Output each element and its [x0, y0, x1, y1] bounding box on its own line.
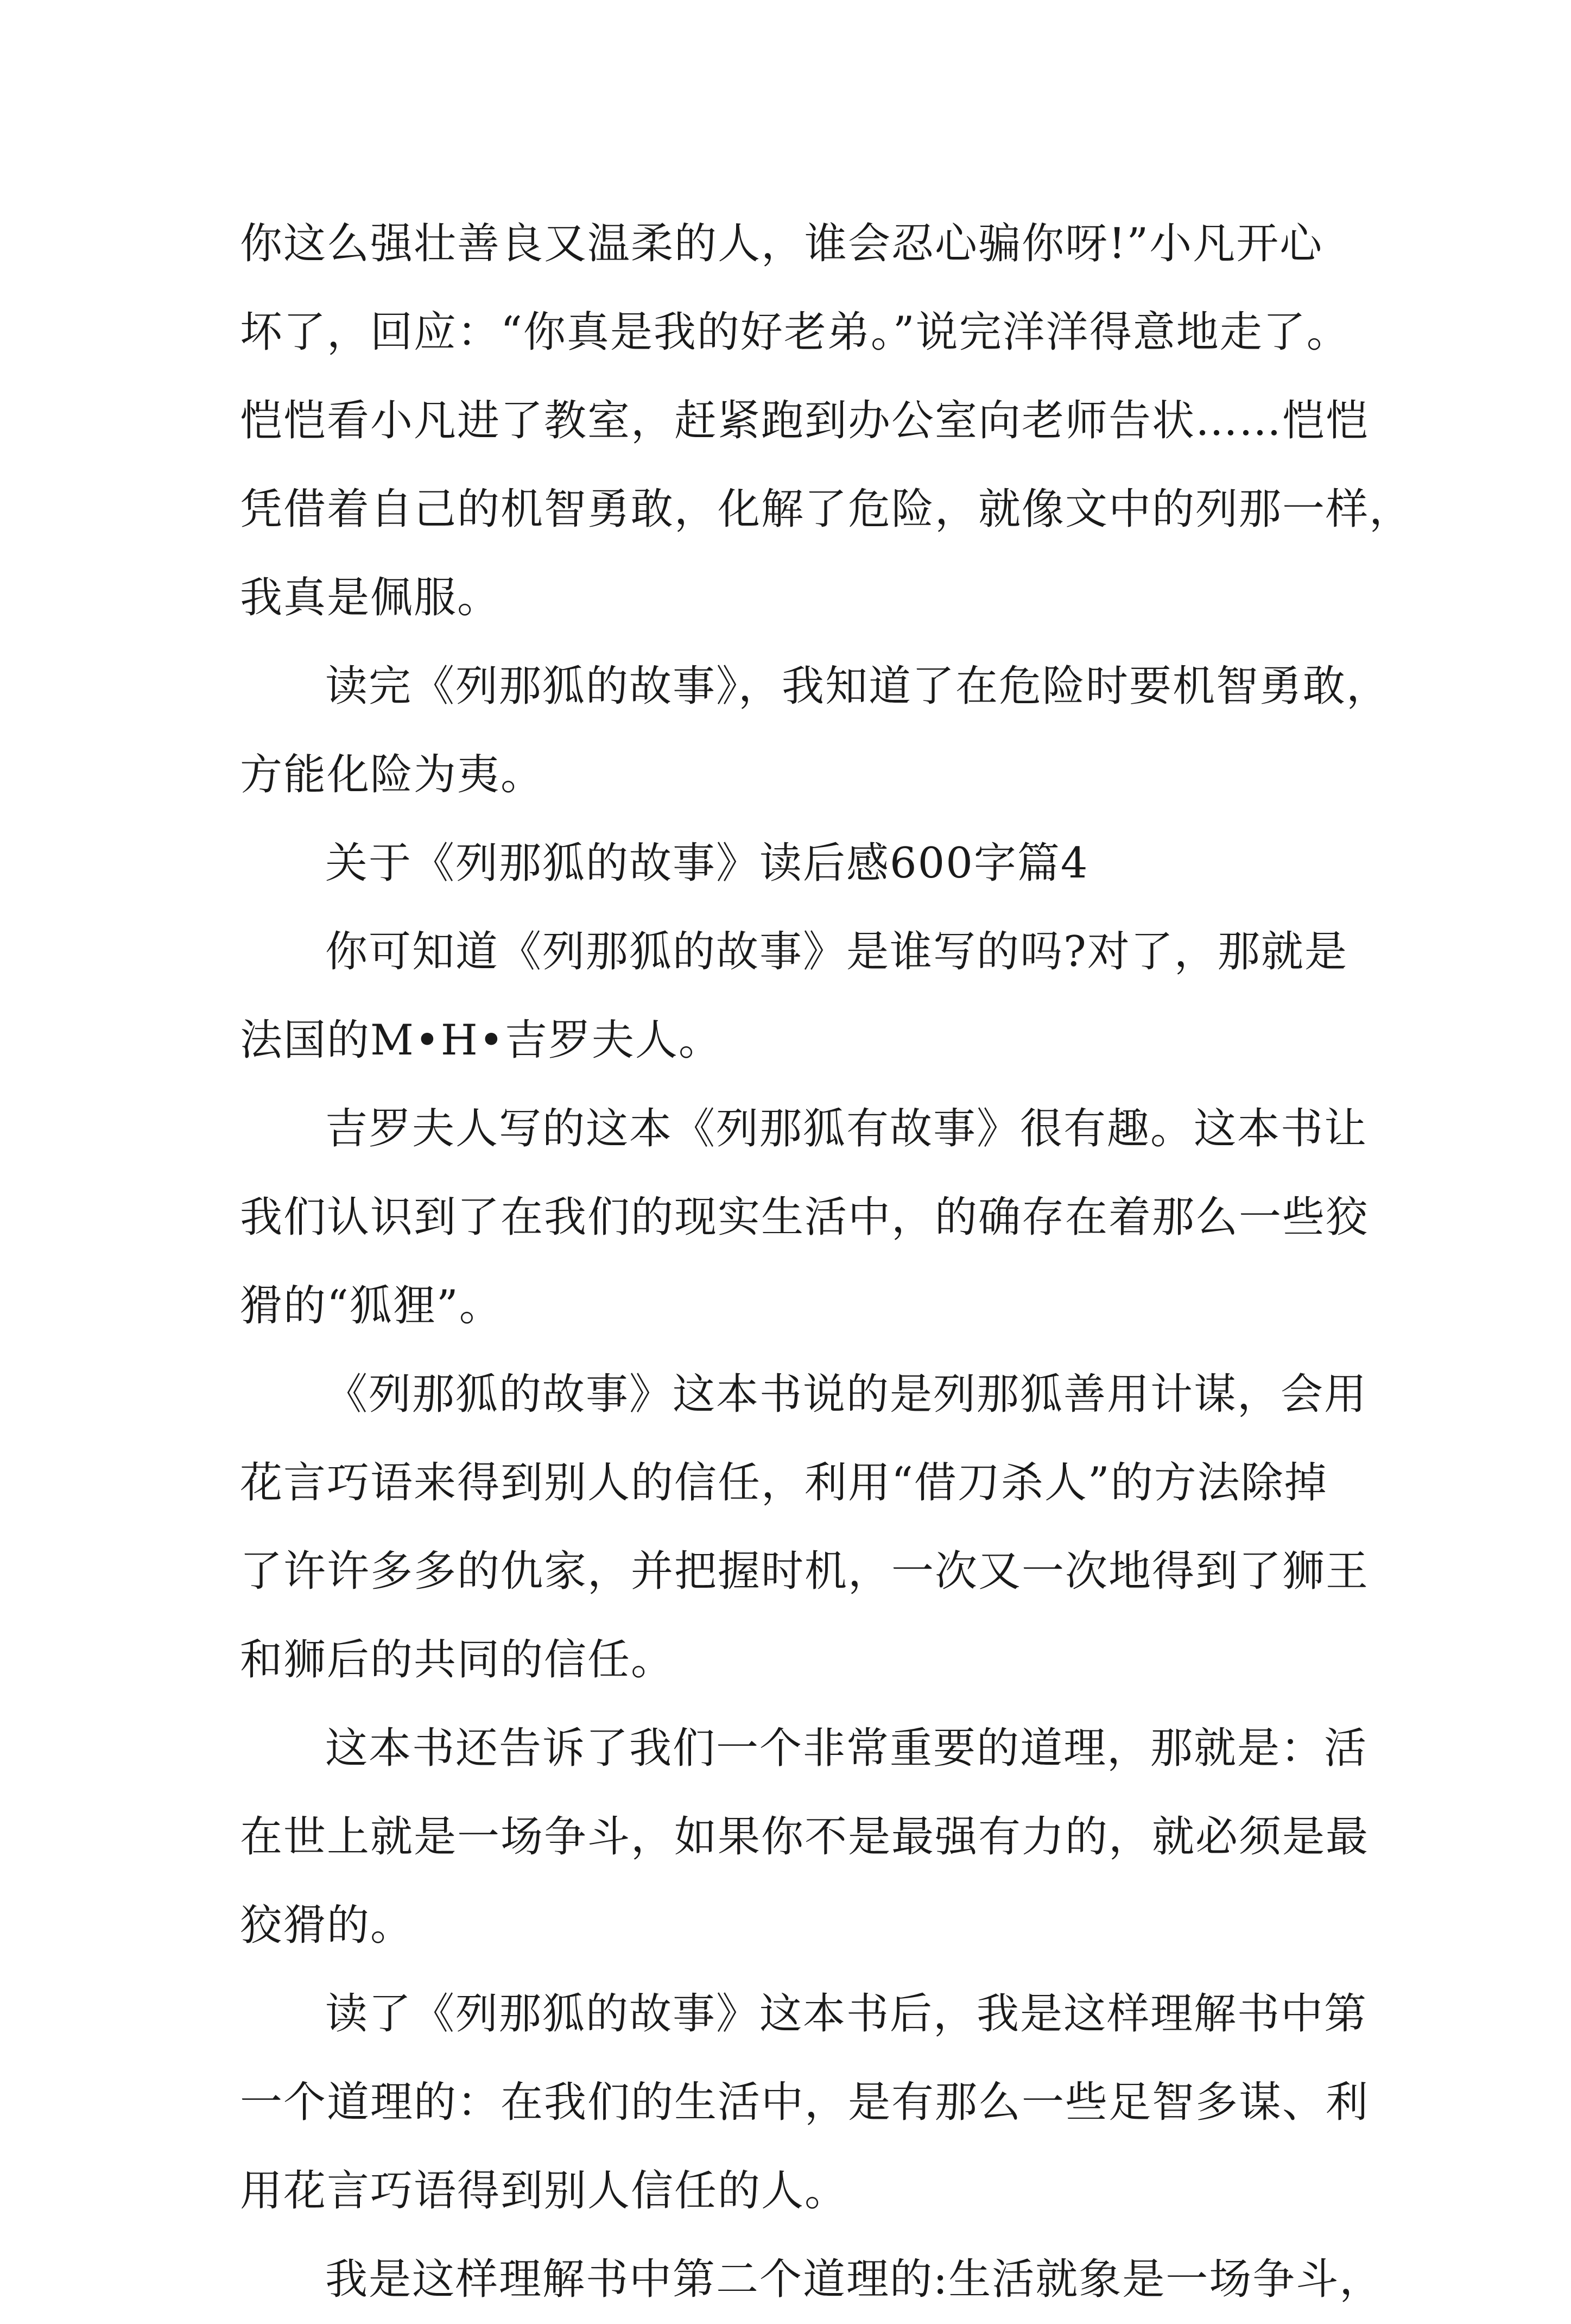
- text-line: 在世上就是一场争斗，如果你不是最强有力的，就必须是最: [240, 1813, 1370, 1861]
- text-line: 我们认识到了在我们的现实生活中，的确存在着那么一些狡: [240, 1193, 1370, 1242]
- text-line: 法国的M•H•吉罗夫人。: [240, 1016, 722, 1065]
- text-line: 了许许多多的仇家，并把握时机，一次又一次地得到了狮王: [240, 1547, 1370, 1596]
- text-line: 花言巧语来得到别人的信任，利用“借刀杀人”的方法除掉: [240, 1458, 1328, 1507]
- paragraph-start-line: 《列那狐的故事》这本书说的是列那狐善用计谋，会用: [325, 1370, 1368, 1419]
- text-line: 恺恺看小凡进了教室，赶紧跑到办公室向老师告状……恺恺: [240, 396, 1370, 445]
- paragraph-start-line: 吉罗夫人写的这本《列那狐有故事》很有趣。这本书让: [325, 1104, 1368, 1153]
- text-line: 你这么强壮善良又温柔的人，谁会忍心骗你呀!”小凡开心: [240, 219, 1323, 268]
- text-line: 狡猾的。: [240, 1901, 414, 1950]
- text-line: 猾的“狐狸”。: [240, 1281, 503, 1330]
- text-line: 用花言巧语得到别人信任的人。: [240, 2167, 848, 2215]
- text-line: 一个道理的：在我们的生活中，是有那么一些足智多谋、利: [240, 2078, 1370, 2127]
- paragraph-start-line: 我是这样理解书中第二个道理的:生活就象是一场争斗，: [325, 2255, 1383, 2304]
- text-line: 和狮后的共同的信任。: [240, 1635, 675, 1684]
- text-line: 我真是佩服。: [240, 573, 501, 622]
- paragraph-start-line: 读完《列那狐的故事》，我知道了在危险时要机智勇敢，: [325, 662, 1390, 711]
- paragraph-start-line: 读了《列那狐的故事》这本书后，我是这样理解书中第: [325, 1990, 1368, 2038]
- paragraph-start-line: 这本书还告诉了我们一个非常重要的道理，那就是：活: [325, 1724, 1368, 1773]
- body-text: [240, 200, 1413, 2324]
- text-line: 凭借着自己的机智勇敢，化解了危险，就像文中的列那一样，: [240, 485, 1413, 534]
- text-line: 坏了，回应：“你真是我的好老弟。”说完洋洋得意地走了。: [240, 308, 1350, 357]
- section-heading: 关于《列那狐的故事》读后感600字篇4: [325, 839, 1089, 888]
- text-line: 方能化险为夷。: [240, 750, 544, 799]
- paragraph-start-line: 你可知道《列那狐的故事》是谁写的吗?对了，那就是: [325, 927, 1348, 976]
